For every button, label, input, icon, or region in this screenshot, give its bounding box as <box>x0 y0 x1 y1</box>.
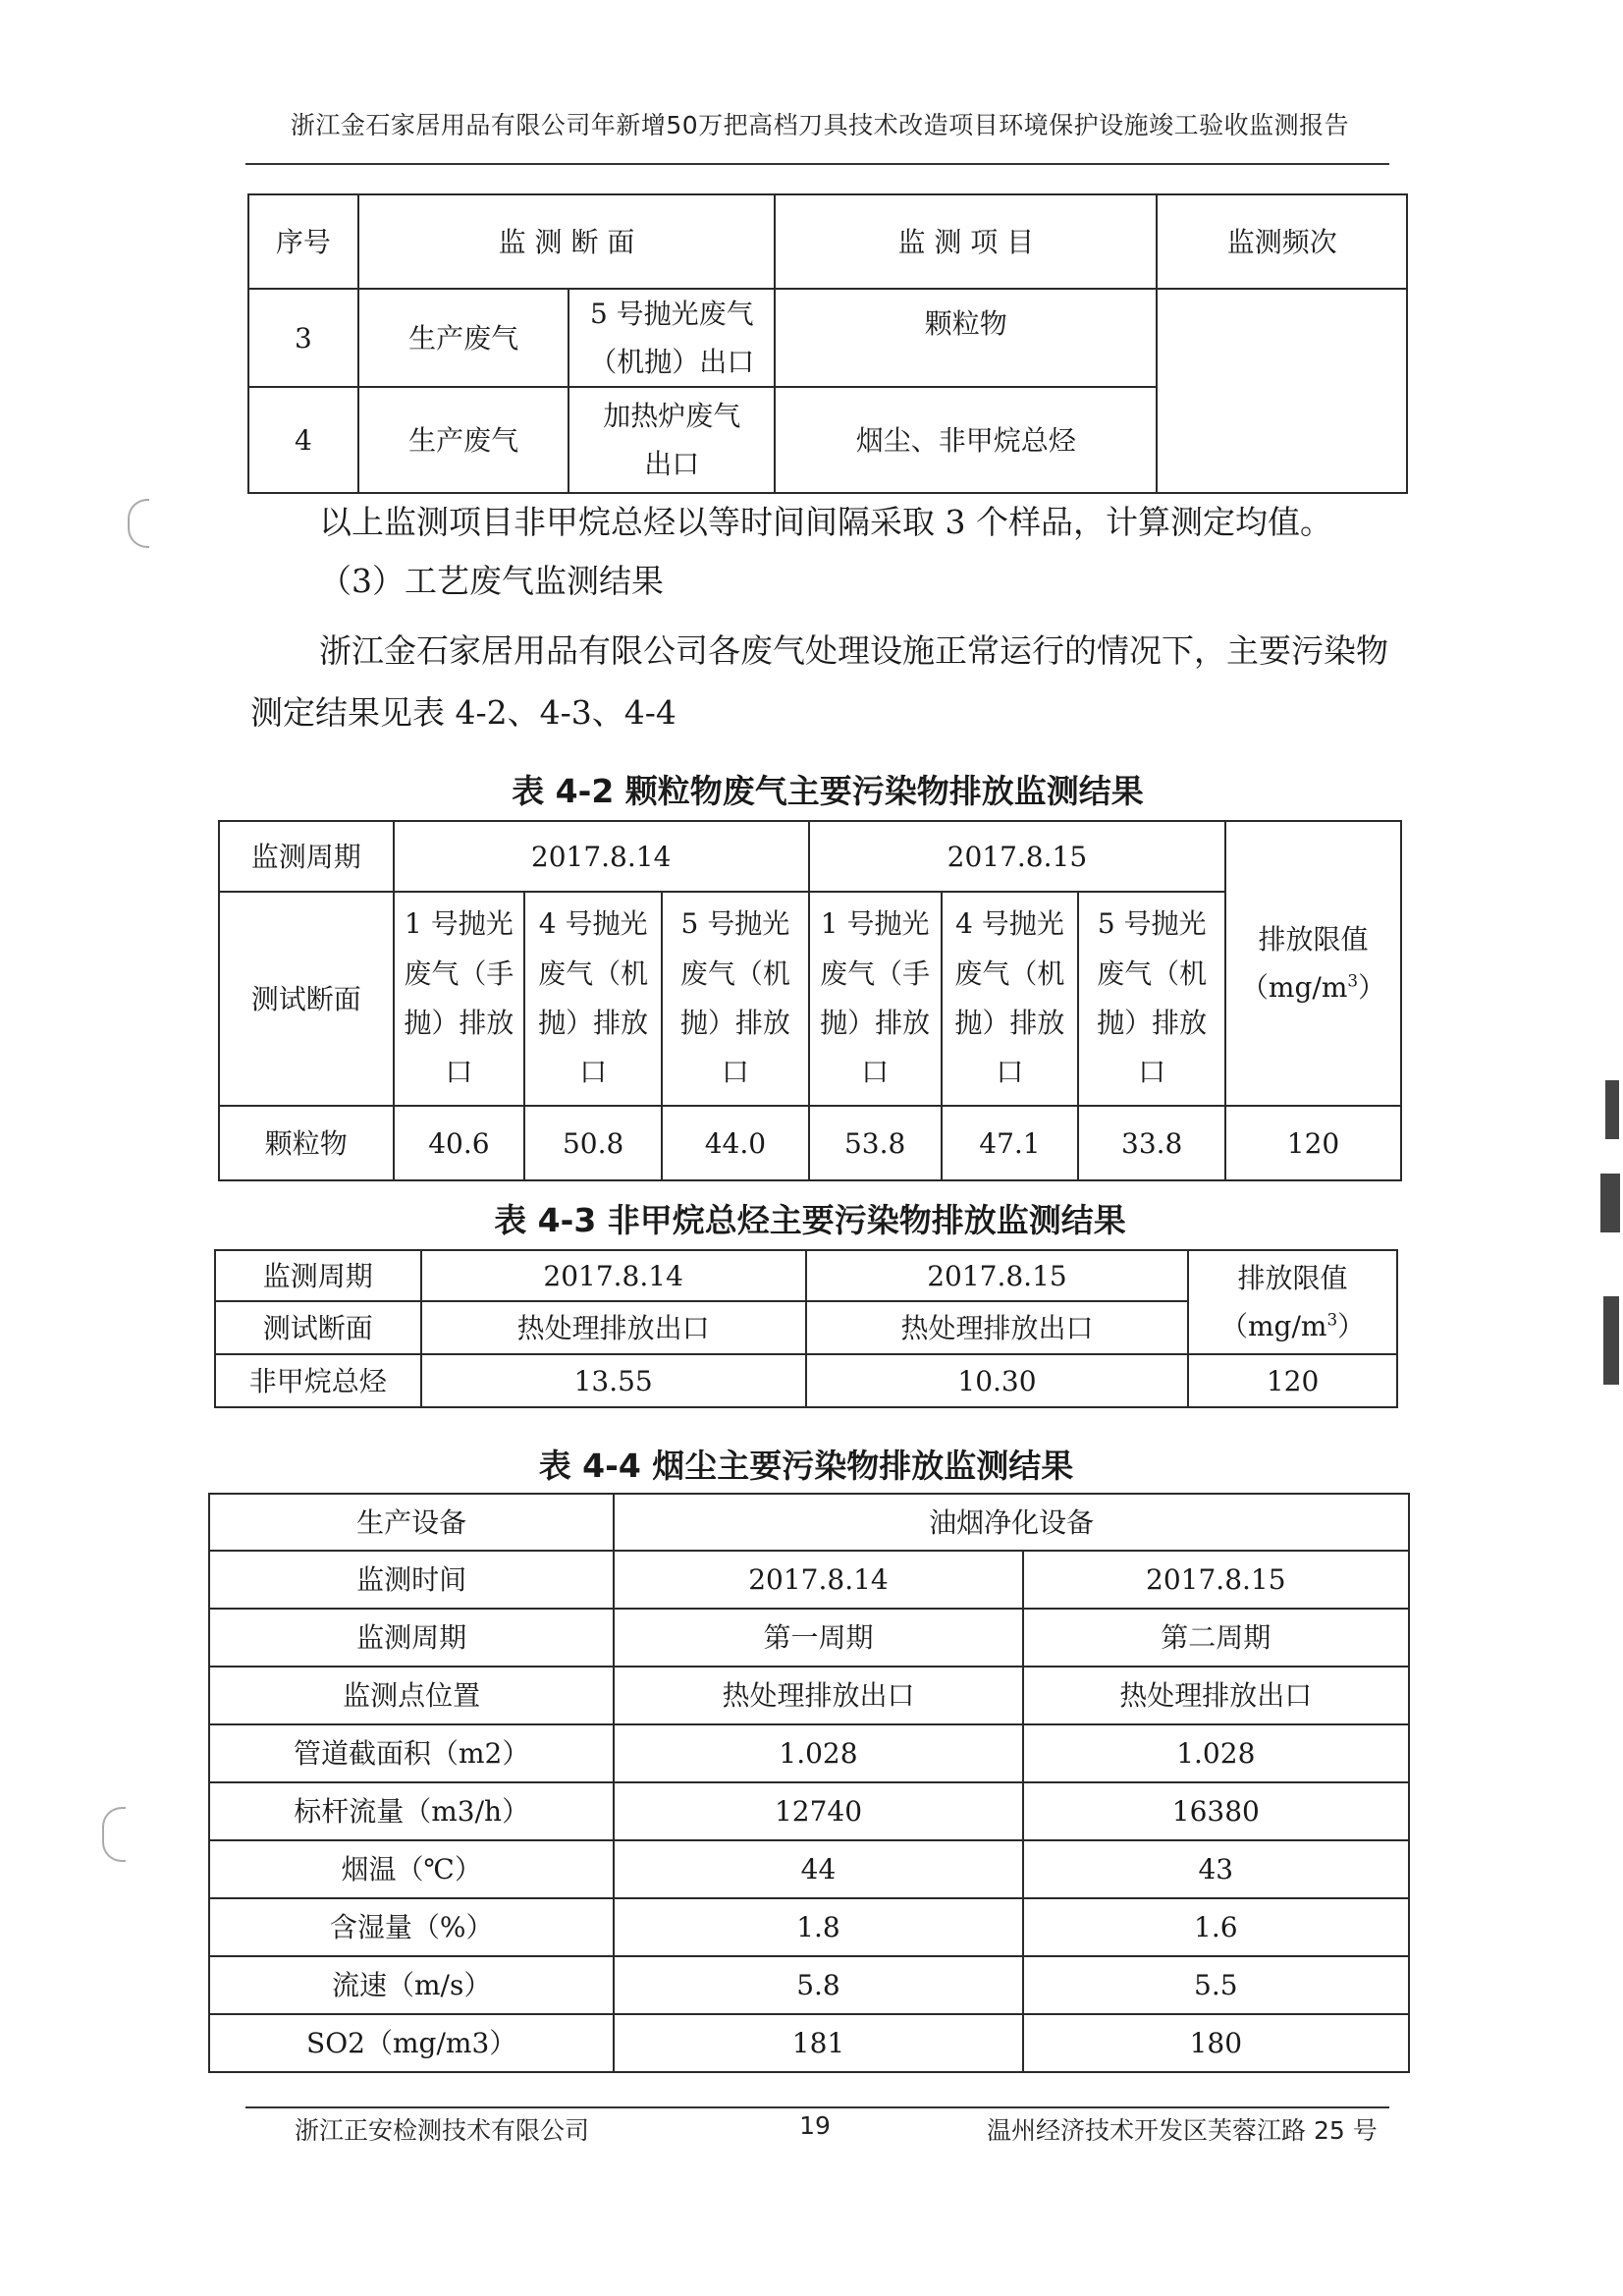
col-header-frequency: 监测频次 <box>1157 194 1407 289</box>
value-cell: 2017.8.15 <box>1023 1551 1409 1609</box>
section-line: 抛）排放 <box>1097 1007 1208 1039</box>
pollutant-label: 颗粒物 <box>219 1106 394 1180</box>
value-cell: 40.6 <box>394 1106 525 1180</box>
value-cell: 16380 <box>1023 1782 1409 1840</box>
col-header-item: 监 测 项 目 <box>775 194 1157 289</box>
value-cell: 180 <box>1023 2014 1409 2072</box>
monitoring-plan-table <box>247 193 1408 494</box>
table-4-2-caption: 表 4-2 颗粒物废气主要污染物排放监测结果 <box>512 772 1144 810</box>
page-number: 19 <box>799 2111 831 2140</box>
header-rule <box>245 163 1389 165</box>
table-row <box>209 1898 1409 1956</box>
row-point <box>568 387 775 493</box>
date-cell: 2017.8.15 <box>809 821 1225 892</box>
row-label: 含湿量（%） <box>209 1898 614 1956</box>
section-line: 5 号抛光 <box>1097 907 1207 941</box>
equipment-value: 油烟净化设备 <box>614 1494 1409 1551</box>
limit-unit-sup: 3 <box>1347 970 1359 991</box>
value-cell: 2017.8.14 <box>614 1551 1022 1609</box>
section-line: 抛）排放 <box>679 1007 790 1039</box>
value-cell: 10.30 <box>806 1354 1188 1407</box>
footer-company: 浙江正安检测技术有限公司 <box>295 2116 590 2145</box>
paragraph-line: 浙江金石家居用品有限公司各废气处理设施正常运行的情况下，主要污染物 <box>319 631 1388 670</box>
section-heading: （3）工艺废气监测结果 <box>319 562 664 600</box>
value-cell: 50.8 <box>524 1106 662 1180</box>
section-cell <box>662 892 809 1106</box>
table-row <box>209 1956 1409 2014</box>
value-cell: 33.8 <box>1078 1106 1225 1180</box>
section-cell <box>942 892 1079 1106</box>
limit-label: 排放限值 <box>1258 923 1369 956</box>
table-row <box>209 1724 1409 1782</box>
period-label: 监测周期 <box>215 1250 421 1301</box>
limit-unit-base: （mg/m <box>1240 971 1348 1004</box>
value-cell: 热处理排放出口 <box>1023 1667 1409 1724</box>
table-header-row <box>248 194 1407 289</box>
section-line: 4 号抛光 <box>538 907 648 941</box>
row-label: SO2（mg/m3） <box>209 2014 614 2072</box>
section-line: 4 号抛光 <box>955 907 1064 941</box>
particulate-results-table <box>218 820 1402 1181</box>
value-cell: 44.0 <box>662 1106 809 1180</box>
value-cell: 5.5 <box>1023 1956 1409 2014</box>
limit-unit-end: ） <box>1358 971 1386 1004</box>
section-line: 废气（手 <box>404 957 514 990</box>
value-cell: 12740 <box>614 1782 1022 1840</box>
scan-edge-mark <box>1603 1296 1619 1385</box>
table-row <box>209 1782 1409 1840</box>
section-cell <box>1078 892 1225 1106</box>
section-line: 口 <box>579 1056 608 1089</box>
row-point-line: 出口 <box>644 448 700 480</box>
table-row <box>215 1354 1397 1407</box>
row-type: 生产废气 <box>358 387 569 493</box>
table-4-4-caption: 表 4-4 烟尘主要污染物排放监测结果 <box>538 1447 1074 1485</box>
row-point <box>568 289 775 387</box>
section-line: 口 <box>1138 1056 1166 1089</box>
section-cell <box>809 892 942 1106</box>
pollutant-label: 非甲烷总烃 <box>215 1354 421 1407</box>
limit-unit-end: ） <box>1337 1310 1366 1342</box>
date-cell: 2017.8.15 <box>806 1250 1188 1301</box>
limit-label: 排放限值 <box>1237 1262 1348 1294</box>
limit-value: 120 <box>1225 1106 1401 1180</box>
section-line: 抛）排放 <box>538 1007 649 1039</box>
limit-header <box>1188 1250 1397 1354</box>
row-type: 生产废气 <box>358 289 569 387</box>
row-label: 标杆流量（m3/h） <box>209 1782 614 1840</box>
paragraph-line: 测定结果见表 4-2、4-3、4-4 <box>250 693 676 732</box>
value-cell: 1.028 <box>1023 1724 1409 1782</box>
frequency-cell <box>1157 289 1407 493</box>
row-point-line: （机抛）出口 <box>589 346 755 378</box>
limit-unit-sup: 3 <box>1326 1309 1338 1330</box>
section-line: 口 <box>721 1056 749 1089</box>
row-point-line: 5 号抛光废气 <box>589 298 754 330</box>
section-line: 口 <box>861 1056 890 1089</box>
value-cell: 13.55 <box>421 1354 806 1407</box>
row-item: 烟尘、非甲烷总烃 <box>775 387 1157 493</box>
section-line: 废气（机 <box>954 957 1065 990</box>
table-row <box>209 1551 1409 1609</box>
section-line: 废气（机 <box>538 957 649 990</box>
section-line: 1 号抛光 <box>405 907 514 941</box>
value-cell: 181 <box>614 2014 1022 2072</box>
limit-unit <box>1195 1302 1390 1350</box>
row-label: 监测点位置 <box>209 1667 614 1724</box>
section-line: 抛）排放 <box>404 1007 514 1039</box>
value-cell: 热处理排放出口 <box>614 1667 1022 1724</box>
value-cell: 1.028 <box>614 1724 1022 1782</box>
page-header: 浙江金石家居用品有限公司年新增50万把高档刀具技术改造项目环境保护设施竣工验收监测报告 <box>290 111 1350 139</box>
table-row <box>248 289 1407 387</box>
limit-header <box>1225 821 1401 1106</box>
row-no: 3 <box>248 289 358 387</box>
value-cell: 47.1 <box>942 1106 1079 1180</box>
row-label: 流速（m/s） <box>209 1956 614 2014</box>
row-no: 4 <box>248 387 358 493</box>
row-item: 颗粒物 <box>775 289 1157 387</box>
row-label: 监测周期 <box>209 1609 614 1667</box>
col-header-no: 序号 <box>248 194 358 289</box>
section-label: 测试断面 <box>219 892 394 1106</box>
table-row <box>209 1840 1409 1898</box>
table-row <box>209 1667 1409 1724</box>
date-cell: 2017.8.14 <box>421 1250 806 1301</box>
section-cell <box>394 892 525 1106</box>
section-line: 废气（机 <box>679 957 790 990</box>
table-row <box>219 892 1401 1106</box>
equipment-label: 生产设备 <box>209 1494 614 1551</box>
footer-address: 温州经济技术开发区芙蓉江路 25 号 <box>987 2116 1378 2145</box>
section-cell: 热处理排放出口 <box>421 1301 806 1354</box>
limit-value: 120 <box>1188 1354 1397 1407</box>
section-line: 口 <box>445 1056 473 1089</box>
section-line: 5 号抛光 <box>680 907 790 941</box>
section-label: 测试断面 <box>215 1301 421 1354</box>
table-row <box>219 821 1401 892</box>
section-line: 口 <box>996 1056 1024 1089</box>
paragraph-note: 以上监测项目非甲烷总烃以等时间间隔采取 3 个样品，计算测定均值。 <box>319 503 1332 541</box>
binding-hole-mark <box>102 1807 126 1862</box>
section-line: 抛）排放 <box>820 1007 931 1039</box>
row-point-line: 加热炉废气 <box>603 400 741 432</box>
section-line: 废气（手 <box>820 957 931 990</box>
section-line: 1 号抛光 <box>820 907 930 941</box>
table-row <box>209 2014 1409 2072</box>
row-label: 监测时间 <box>209 1551 614 1609</box>
scan-edge-mark <box>1605 1080 1619 1139</box>
col-header-section: 监 测 断 面 <box>358 194 775 289</box>
value-cell: 第二周期 <box>1023 1609 1409 1667</box>
table-row <box>219 1106 1401 1180</box>
scan-edge-mark <box>1600 1174 1620 1232</box>
row-label: 管道截面积（m2） <box>209 1724 614 1782</box>
value-cell: 1.6 <box>1023 1898 1409 1956</box>
table-row <box>209 1609 1409 1667</box>
value-cell: 5.8 <box>614 1956 1022 2014</box>
table-row <box>209 1494 1409 1551</box>
soot-results-table <box>208 1493 1410 2073</box>
value-cell: 第一周期 <box>614 1609 1022 1667</box>
value-cell: 53.8 <box>809 1106 942 1180</box>
table-4-3-caption: 表 4-3 非甲烷总烃主要污染物排放监测结果 <box>494 1201 1126 1239</box>
value-cell: 43 <box>1023 1840 1409 1898</box>
limit-unit-base: （mg/m <box>1219 1310 1327 1342</box>
date-cell: 2017.8.14 <box>394 821 809 892</box>
section-cell <box>524 892 662 1106</box>
section-cell: 热处理排放出口 <box>806 1301 1188 1354</box>
section-line: 废气（机 <box>1097 957 1208 990</box>
period-label: 监测周期 <box>219 821 394 892</box>
value-cell: 44 <box>614 1840 1022 1898</box>
row-label: 烟温（℃） <box>209 1840 614 1898</box>
binding-hole-mark <box>128 499 149 548</box>
section-line: 抛）排放 <box>954 1007 1065 1039</box>
footer-rule <box>245 2106 1389 2108</box>
table-row <box>215 1250 1397 1301</box>
nmhc-results-table <box>214 1249 1398 1408</box>
value-cell: 1.8 <box>614 1898 1022 1956</box>
limit-unit <box>1232 963 1394 1011</box>
